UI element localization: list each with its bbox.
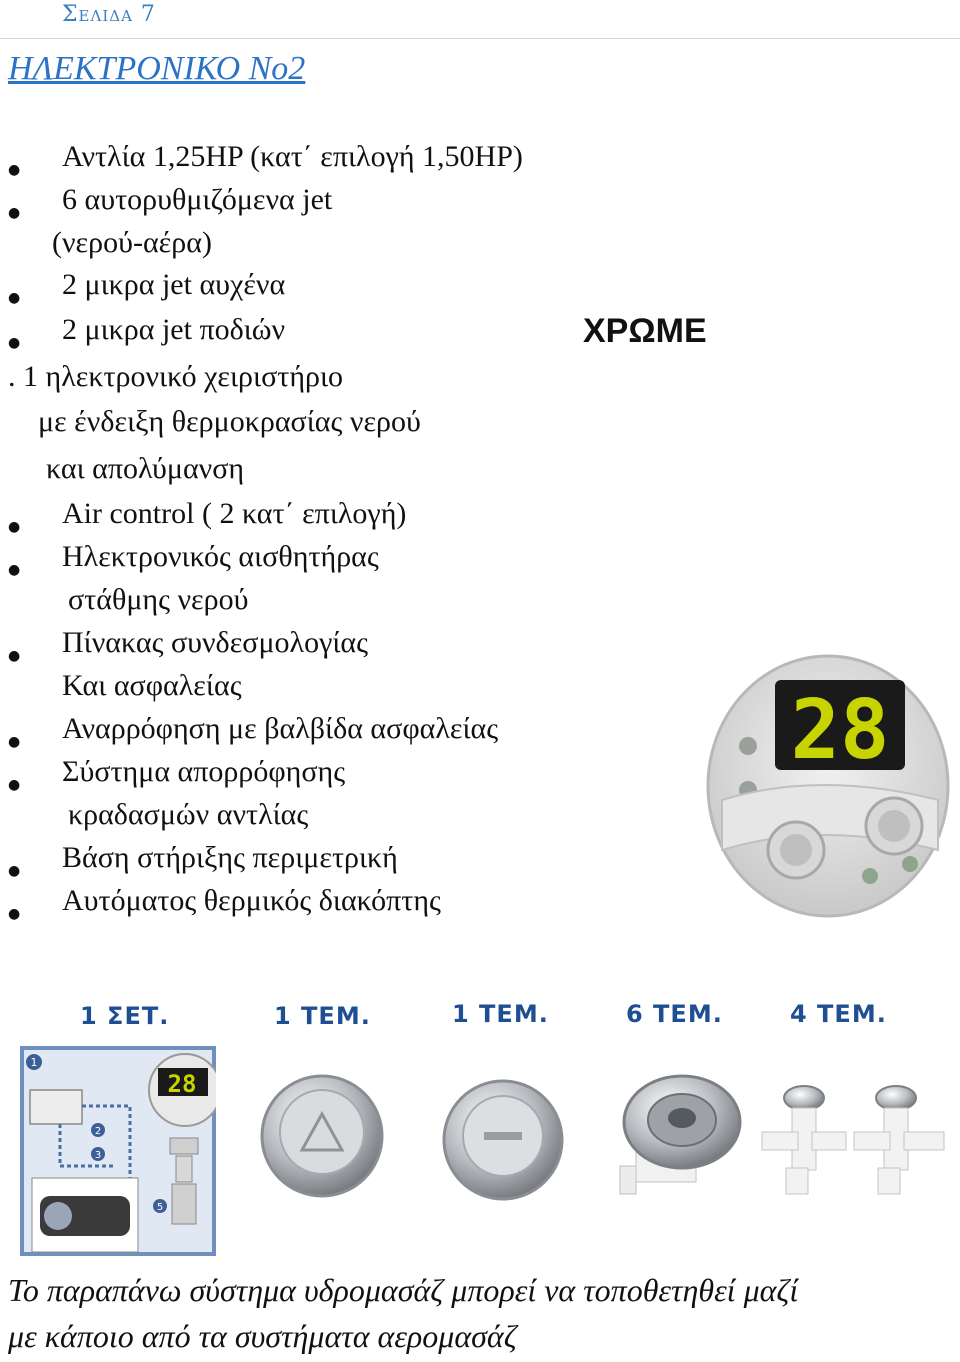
finish-label: ΧΡΩΜΕ xyxy=(583,312,707,350)
bullet-icon: ● xyxy=(8,205,21,221)
list-item: Πίνακας συνδεσμολογίας xyxy=(62,626,369,659)
list-item: 2 μικρα jet ποδιών xyxy=(62,313,286,346)
page-number: Σελιδα 7 xyxy=(62,2,156,27)
list-item: Αναρρόφηση με βαλβίδα ασφαλείας xyxy=(62,712,499,745)
footer-note-line: με κάποιο από τα συστήματα αερομασάζ xyxy=(8,1318,517,1354)
bullet-icon: ● xyxy=(8,335,21,351)
callout-number: 5 xyxy=(156,1202,164,1213)
header-divider xyxy=(0,38,960,39)
bullet-icon: ● xyxy=(8,863,21,879)
list-item-continuation: κραδασμών αντλίας xyxy=(68,798,309,831)
quantity-label: 1 ΤΕΜ. xyxy=(274,1002,371,1030)
list-item: Air control ( 2 κατ΄ επιλογή) xyxy=(62,497,407,530)
footer-note-line: Το παραπάνω σύστημα υδρομασάζ μπορεί να τοποθετηθεί μαζί xyxy=(8,1272,799,1308)
diagram-display: 28 xyxy=(167,1070,197,1098)
list-item: Αυτόματος θερμικός διακόπτης xyxy=(62,884,441,917)
list-item: Βάση στήριξης περιμετρική xyxy=(62,841,398,874)
bullet-icon: ● xyxy=(8,648,21,664)
quantity-label: 1 ΣΕΤ. xyxy=(80,1002,170,1030)
air-button-image xyxy=(258,1068,386,1198)
callout-number: 3 xyxy=(94,1150,102,1161)
quantity-label: 6 ΤΕΜ. xyxy=(626,1000,723,1028)
list-item-continuation: (νερού-αέρα) xyxy=(52,226,212,259)
bullet-icon: ● xyxy=(8,519,21,535)
list-item-continuation: στάθμης νερού xyxy=(68,583,249,616)
system-diagram-image xyxy=(20,1046,216,1256)
control-panel-image xyxy=(700,650,952,922)
list-item: . 1 ηλεκτρονικό χειριστήριο xyxy=(8,360,344,393)
small-jets-image xyxy=(756,1082,952,1198)
bullet-icon: ● xyxy=(8,734,21,750)
temperature-display: 28 xyxy=(790,683,890,778)
callout-number: 2 xyxy=(94,1126,102,1137)
bullet-icon: ● xyxy=(8,162,21,178)
bullet-icon: ● xyxy=(8,562,21,578)
air-button-image xyxy=(440,1074,566,1202)
bullet-icon: ● xyxy=(8,290,21,306)
callout-number: 1 xyxy=(30,1056,38,1069)
list-item: Σύστημα απορρόφησης xyxy=(62,755,346,788)
quantity-label: 1 ΤΕΜ. xyxy=(452,1000,549,1028)
quantity-label: 4 ΤΕΜ. xyxy=(790,1000,887,1028)
list-item-continuation: με ένδειξη θερμοκρασίας νερού xyxy=(38,405,421,438)
list-item: Αντλία 1,25HP (κατ΄ επιλογή 1,50HP) xyxy=(62,140,523,173)
list-item-continuation: και απολύμανση xyxy=(46,452,245,485)
bullet-icon: ● xyxy=(8,906,21,922)
list-item-continuation: Και ασφαλείας xyxy=(62,669,242,702)
list-item: 2 μικρα jet αυχένα xyxy=(62,268,286,301)
bullet-icon: ● xyxy=(8,777,21,793)
page-title: ΗΛΕΚΤΡΟΝΙΚΟ Νο2 xyxy=(8,50,306,87)
list-item: 6 αυτορυθμιζόμενα jet xyxy=(62,183,333,216)
jet-nozzle-image xyxy=(606,1066,742,1196)
list-item: Ηλεκτρονικός αισθητήρας xyxy=(62,540,379,573)
